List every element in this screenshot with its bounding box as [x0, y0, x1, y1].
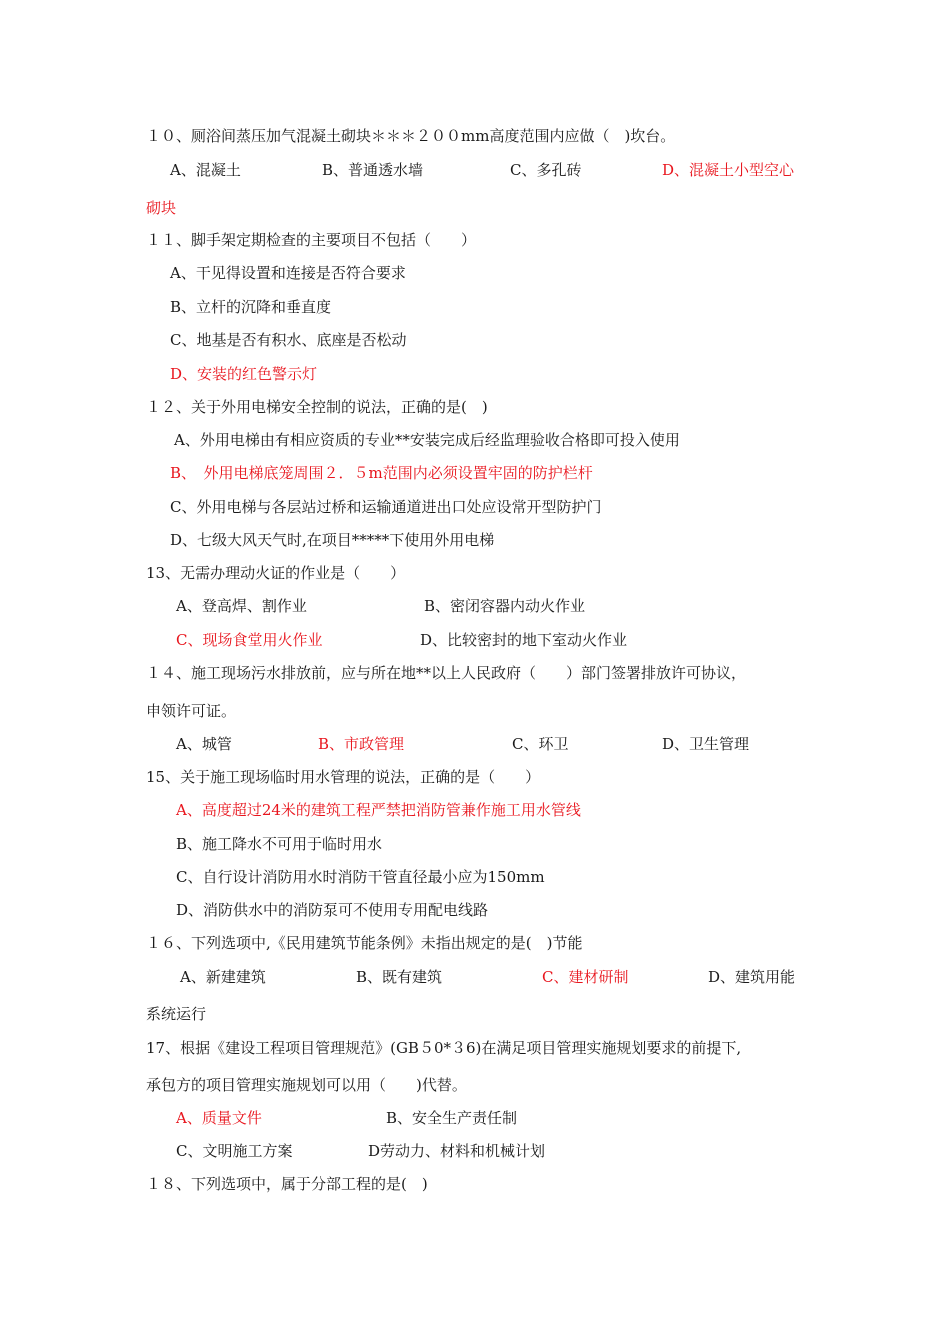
q16-option-c-answer: C、建材研制 [542, 968, 629, 986]
q12-option-d: D、七级大风天气时,在项目*****下使用外用电梯 [170, 531, 495, 549]
q10-option-c: C、多孔砖 [510, 161, 582, 179]
q15-option-b: B、施工降水不可用于临时用水 [176, 835, 383, 853]
q16-option-d: D、建筑用能 [708, 968, 796, 986]
q16-option-a: A、新建建筑 [180, 968, 266, 986]
q13-option-c-answer: C、现场食堂用火作业 [176, 631, 323, 649]
q14-option-b-answer: B、市政管理 [318, 735, 405, 753]
q12-option-b-answer: B、 外用电梯底笼周围２．５m范围内必须设置牢固的防护栏杆 [170, 464, 593, 482]
q17-option-c: C、文明施工方案 [176, 1142, 293, 1160]
q14-option-d: D、卫生管理 [662, 735, 750, 753]
question-18-stem: １８、下列选项中，属于分部工程的是( ) [146, 1175, 428, 1193]
q10-option-d-answer: D、混凝土小型空心 [662, 161, 795, 179]
question-14-stem-continued: 申领许可证。 [146, 702, 237, 720]
question-15-stem: 15、关于施工现场临时用水管理的说法，正确的是（ ） [146, 768, 541, 786]
q11-option-a: A、干见得设置和连接是否符合要求 [170, 264, 406, 282]
q10-option-a: A、混凝土 [170, 161, 241, 179]
q12-option-c: C、外用电梯与各层站过桥和运输通道进出口处应设常开型防护门 [170, 498, 602, 516]
q11-option-b: B、立杆的沉降和垂直度 [170, 298, 332, 316]
q13-option-b: B、密闭容器内动火作业 [424, 597, 586, 615]
q13-option-d: D、比较密封的地下室动火作业 [420, 631, 628, 649]
q12-option-a: A、外用电梯由有相应资质的专业**安装完成后经监理验收合格即可投入使用 [174, 431, 680, 449]
q10-option-b: B、普通透水墙 [322, 161, 424, 179]
q10-option-d-continued: 砌块 [146, 199, 177, 217]
question-17-stem-continued: 承包方的项目管理实施规划可以用（ )代替。 [146, 1076, 467, 1094]
question-16-stem: １６、下列选项中,《民用建筑节能条例》未指出规定的是( )节能 [146, 934, 583, 952]
question-17-stem: 17、根据《建设工程项目管理规范》(GB５0*３6)在满足项目管理实施规划要求的前提下, [146, 1039, 742, 1057]
q17-option-b: B、安全生产责任制 [386, 1109, 518, 1127]
question-13-stem: 13、无需办理动火证的作业是（ ） [146, 564, 406, 582]
q14-option-a: A、城管 [176, 735, 232, 753]
question-14-stem: １４、施工现场污水排放前，应与所在地**以上人民政府（ ）部门签署排放许可协议， [146, 664, 747, 682]
q16-option-d-continued: 系统运行 [146, 1005, 207, 1023]
question-12-stem: １２、关于外用电梯安全控制的说法，正确的是( ) [146, 398, 488, 416]
question-10-stem: １０、厕浴间蒸压加气混凝土砌块＊＊＊２００mm高度范围内应做（ )坎台。 [146, 127, 676, 145]
q13-option-a: A、登高焊、割作业 [176, 597, 307, 615]
q15-option-c: C、自行设计消防用水时消防干管直径最小应为150mm [176, 868, 545, 886]
q15-option-d: D、消防供水中的消防泵可不使用专用配电线路 [176, 901, 489, 919]
q15-option-a-answer: A、高度超过24米的建筑工程严禁把消防管兼作施工用水管线 [176, 801, 581, 819]
q16-option-b: B、既有建筑 [356, 968, 443, 986]
q11-option-c: C、地基是否有积水、底座是否松动 [170, 331, 407, 349]
question-11-stem: １１、脚手架定期检查的主要项目不包括（ ） [146, 231, 477, 249]
q14-option-c: C、环卫 [512, 735, 569, 753]
q17-option-d: D劳动力、材料和机械计划 [368, 1142, 546, 1160]
q17-option-a-answer: A、质量文件 [176, 1109, 262, 1127]
q11-option-d-answer: D、安装的红色警示灯 [170, 365, 318, 383]
